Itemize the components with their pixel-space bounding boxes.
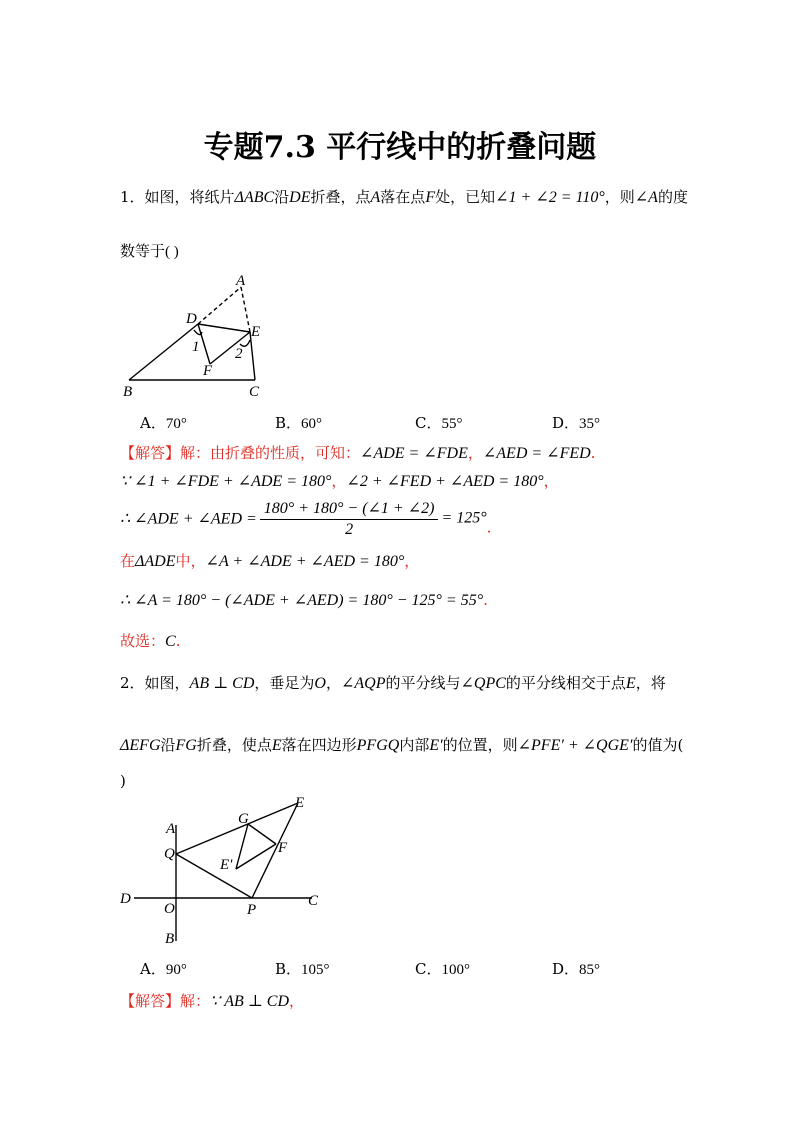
fig2-label-a: A: [166, 821, 176, 837]
math-triangle-abc: ΔABC: [234, 189, 275, 206]
fig1-label-2: 2: [235, 346, 243, 362]
math-given: ∠1 + ∠2 = 110°: [495, 189, 605, 206]
fig1-label-c: C: [249, 384, 260, 400]
q1-option-c[interactable]: C．55°: [415, 414, 463, 432]
fig1-label-b: B: [123, 384, 133, 400]
q1-text-line1: 1．如图，将纸片ΔABC沿DE折叠，点A落在点F处，已知∠1 + ∠2 = 110°，则∠A的度: [120, 188, 688, 206]
q2-text-line2: ΔEFG沿FG折叠，使点E落在四边形PFGQ内部E′的位置，则∠PFE′ + ∠QGE′的值为(: [120, 736, 684, 754]
q2-option-a[interactable]: A．90°: [140, 960, 187, 978]
fig2-label-b: B: [165, 931, 175, 947]
fig2-label-f: F: [278, 840, 288, 856]
fig1-label-f: F: [203, 363, 213, 379]
fig1-label-d: D: [186, 311, 197, 327]
q1-solution-line5: ∴ ∠A = 180° − (∠ADE + ∠AED) = 180° − 125° = 55°.: [120, 591, 488, 609]
q1-solution-line6: 故选：C.: [120, 632, 181, 650]
q1-solution-line4: 在ΔADE中，∠A + ∠ADE + ∠AED = 180°，: [120, 552, 420, 570]
q2-option-b[interactable]: B．105°: [275, 960, 330, 978]
q1-solution-line3: ∴ ∠ADE + ∠AED = $\frac{180^\circ + 180^\circ - (\angle 1 + \angle 2)}{2}$ = 125°.: [120, 500, 492, 538]
fig2-label-p: P: [247, 902, 257, 918]
q2-option-c[interactable]: C．100°: [415, 960, 470, 978]
fig2-label-d: D: [120, 891, 131, 907]
q1-option-b[interactable]: B．60°: [275, 414, 323, 432]
answer-parentheses: ( ): [165, 244, 179, 260]
fig1-label-1: 1: [192, 339, 200, 355]
q1-solution-line2: ∵ ∠1 + ∠FDE + ∠ADE = 180°，∠2 + ∠FED + ∠AED = 180°，: [120, 472, 559, 490]
q2-figure: [112, 795, 327, 947]
q2-text-line1: 2．如图，AB ⊥ CD，垂足为O，∠AQP的平分线与∠QPC的平分线相交于点E，将: [120, 674, 666, 692]
fig2-label-e: E: [295, 795, 305, 811]
q1-option-d[interactable]: D．35°: [552, 414, 601, 432]
page-title: 专题7.3 平行线中的折叠问题: [203, 130, 597, 165]
q1-figure: [110, 272, 280, 402]
q1-text-line2: 数等于( ): [120, 242, 179, 260]
solution-tag: 【解答】: [120, 992, 181, 1010]
fig1-label-e: E: [251, 324, 261, 340]
q1-option-a[interactable]: A．70°: [140, 414, 187, 432]
q1-solution-line1: 【解答】解：由折叠的性质，可知：∠ADE = ∠FDE，∠AED = ∠FED.: [120, 444, 596, 462]
solution-tag: 【解答】: [120, 444, 181, 462]
fig2-label-q: Q: [164, 846, 175, 862]
fig2-label-c: C: [308, 893, 319, 909]
fraction: $\frac{180^\circ + 180^\circ - (\angle 1 + \angle 2)}{2}$: [260, 498, 439, 539]
fig2-label-g: G: [238, 811, 249, 827]
fig2-label-e-prime: E′: [220, 857, 233, 873]
fig1-label-a: A: [236, 273, 246, 289]
q2-option-d[interactable]: D．85°: [552, 960, 601, 978]
q2-solution-line1: 【解答】解：∵ AB ⊥ CD，: [120, 992, 305, 1010]
q2-text-line3: ): [120, 772, 126, 790]
fig2-label-o: O: [164, 901, 175, 917]
